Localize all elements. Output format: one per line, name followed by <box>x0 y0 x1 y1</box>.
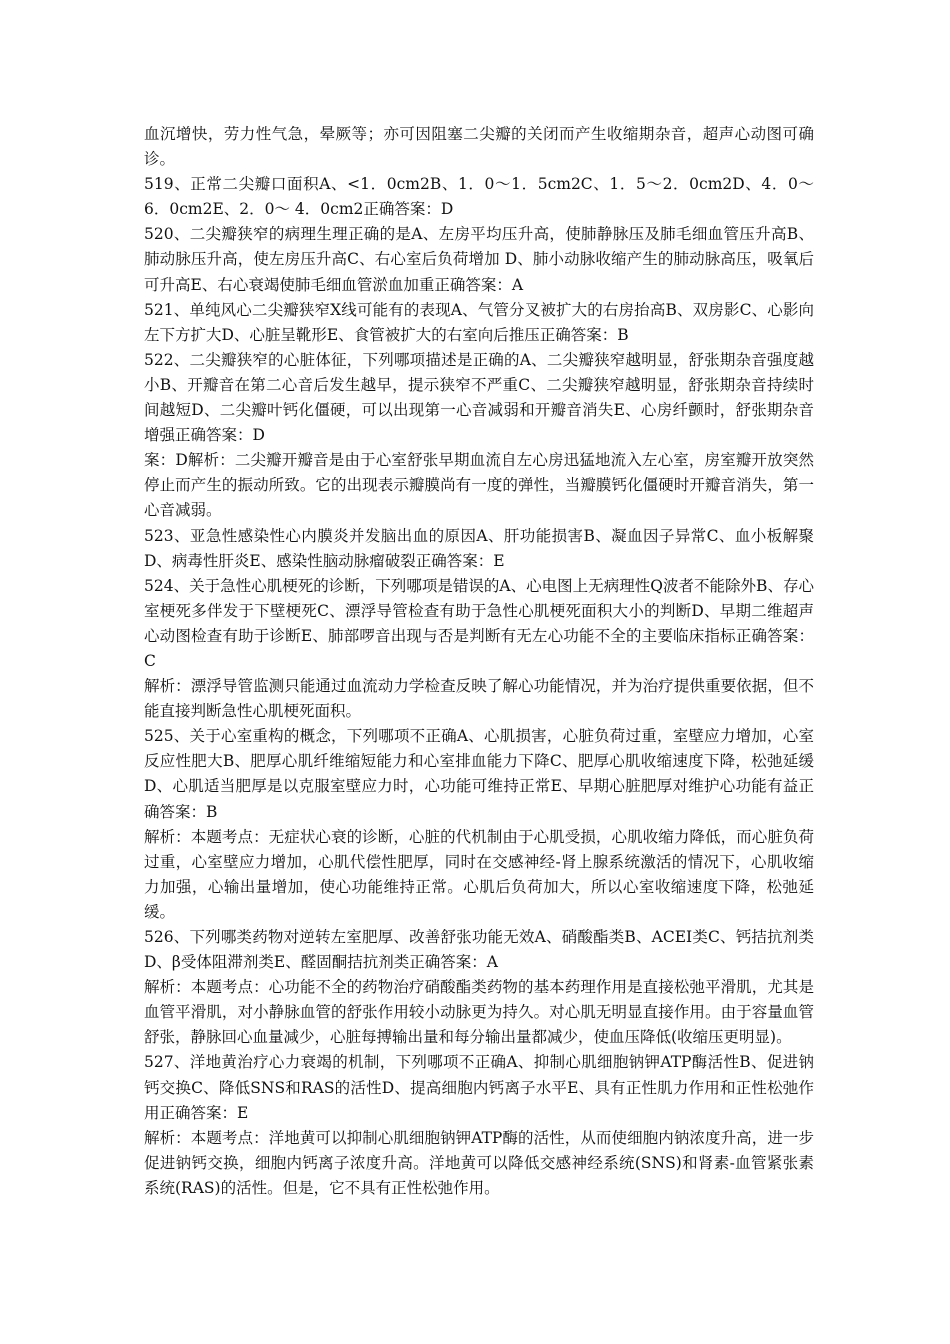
question-522: 522、二尖瓣狭窄的心脏体征，下列哪项描述是正确的A、二尖瓣狭窄越明显，舒张期杂音强度越小B、开瓣音在第二心音后发生越早，提示狭窄不严重C、二尖瓣狭窄越明显，舒张期杂音持续时间越短D、二尖瓣叶钙化僵硬，可以出现第一心音减弱和开瓣音消失E、心房纤颤时，舒张期杂音增强正确答案：D <box>144 350 814 445</box>
explanation-527: 解析：本题考点：洋地黄可以抑制心肌细胞钠钾ATP酶的活性，从而使细胞内钠浓度升高，进一步促进钠钙交换，细胞内钙离子浓度升高。洋地黄可以降低交感神经系统(SNS)和肾素-血管紧张素系统(RAS)的活性。但是，它不具有正性松弛作用。 <box>144 1128 814 1197</box>
question-527: 527、洋地黄治疗心力衰竭的机制，下列哪项不正确A、抑制心肌细胞钠钾ATP酶活性B、促进钠钙交换C、降低SNS和RAS的活性D、提高细胞内钙离子水平E、具有正性肌力作用和正性松弛作用正确答案：E <box>144 1053 814 1122</box>
question-525: 525、关于心室重构的概念，下列哪项不正确A、心肌损害，心脏负荷过重，室壁应力增加，心室反应性肥大B、肥厚心肌纤维缩短能力和心室排血能力下降C、肥厚心肌收缩速度下降，松弛延缓D、心肌适当肥厚是以克服室壁应力时，心功能可维持正常E、早期心脏肥厚对维护心功能有益正确答案：B <box>144 727 814 821</box>
question-526: 526、下列哪类药物对逆转左室肥厚、改善舒张功能无效A、硝酸酯类B、ACEI类C、钙拮抗剂类D、β受体阻滞剂类E、醛固酮拮抗剂类正确答案：A <box>144 928 814 972</box>
question-524: 524、关于急性心肌梗死的诊断，下列哪项是错误的A、心电图上无病理性Q波者不能除外B、存心室梗死多伴发于下壁梗死C、漂浮导管检查有助于急性心肌梗死面积大小的判断D、早期二维超声心动图检查有助于诊断E、肺部啰音出现与否是判断有无左心功能不全的主要临床指标正确答案：C <box>144 576 814 670</box>
explanation-522: 案：D解析：二尖瓣开瓣音是由于心室舒张早期血流自左心房迅猛地流入左心室，房室瓣开放突然停止而产生的振动所致。它的出现表示瓣膜尚有一度的弹性，当瓣膜钙化僵硬时开瓣音消失，第一心音减弱。 <box>144 451 814 520</box>
explanation-525: 解析：本题考点：无症状心衰的诊断，心脏的代机制由于心肌受损，心肌收缩力降低，而心脏负荷过重，心室壁应力增加，心肌代偿性肥厚，同时在交感神经-肾上腺系统激活的情况下，心肌收缩力加强，心输出量增加，使心功能维持正常。心肌后负荷加大，所以心室收缩速度下降，松弛延缓。 <box>144 827 814 921</box>
question-519: 519、正常二尖瓣口面积A、<1．0cm2B、1．0～1．5cm2C、1．5～2．0cm2D、4．0～6．0cm2E、2．0～ 4．0cm2正确答案：D <box>144 175 814 219</box>
question-520: 520、二尖瓣狭窄的病理生理正确的是A、左房平均压升高，使肺静脉压及肺毛细血管压升高B、肺动脉压升高，使左房压升高C、右心室后负荷增加 D、肺小动脉收缩产生的肺动脉高压，吸氧后可升高E、右心衰竭使肺毛细血管淤血加重正确答案：A <box>144 225 814 294</box>
document-body <box>144 122 814 1201</box>
explanation-524: 解析：漂浮导管监测只能通过血流动力学检查反映了解心功能情况，并为治疗提供重要依据，但不能直接判断急性心肌梗死面积。 <box>144 677 814 721</box>
question-521: 521、单纯风心二尖瓣狭窄X线可能有的表现A、气管分叉被扩大的右房抬高B、双房影C、心影向左下方扩大D、心脏呈靴形E、食管被扩大的右室向后推压正确答案：B <box>144 300 814 344</box>
question-523: 523、亚急性感染性心内膜炎并发脑出血的原因A、肝功能损害B、凝血因子异常C、血小板解聚D、病毒性肝炎E、感染性脑动脉瘤破裂正确答案：E <box>144 526 814 570</box>
paragraph-intro-continuation: 血沉增快，劳力性气急，晕厥等；亦可因阻塞二尖瓣的关闭而产生收缩期杂音，超声心动图可确诊。 <box>144 125 814 169</box>
explanation-526: 解析：本题考点：心功能不全的药物治疗硝酸酯类药物的基本药理作用是直接松弛平滑肌，尤其是血管平滑肌，对小静脉血管的舒张作用较小动脉更为持久。对心肌无明显直接作用。由于容量血管舒张，静脉回心血量减少，心脏每搏输出量和每分输出量都减少，使血压降低(收缩压更明显)。 <box>144 978 814 1047</box>
